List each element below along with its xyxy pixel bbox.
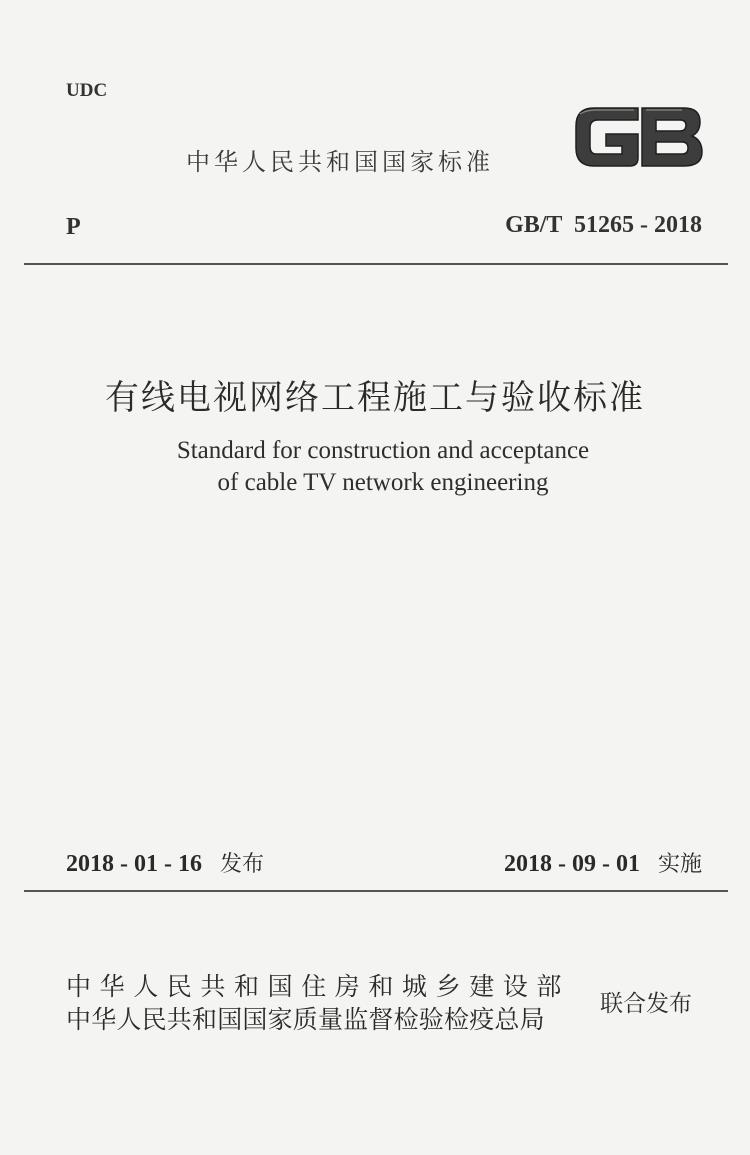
effective-date-block — [504, 847, 702, 878]
udc-label: UDC — [66, 80, 108, 101]
issue-date-block — [66, 847, 264, 878]
effective-date: 2018 - 09 - 01 — [504, 851, 640, 877]
category-code: P — [66, 214, 81, 240]
issuer-quality-administration: 中华人民共和国国家质量监督检验检疫总局 — [66, 1005, 545, 1034]
bottom-divider — [24, 890, 728, 892]
issue-date: 2018 - 01 - 16 — [66, 851, 202, 877]
english-title-line-1: Standard for construction and acceptance — [176, 437, 590, 464]
chinese-title: 有线电视网络工程施工与验收标准 — [105, 378, 645, 418]
national-standard-title: 中华人民共和国国家标准 — [186, 148, 494, 176]
issuer-ministry-housing: 中华人民共和国住房和城乡建设部 — [66, 972, 571, 1001]
standard-number: GB/T 51265 - 2018 — [505, 212, 702, 238]
joint-issue-label: 联合发布 — [600, 991, 692, 1017]
english-title-line-2: of cable TV network engineering — [217, 469, 549, 496]
issue-label: 发布 — [219, 852, 264, 877]
gb-logo — [572, 100, 706, 172]
effective-label: 实施 — [657, 852, 702, 877]
top-divider — [24, 263, 728, 265]
